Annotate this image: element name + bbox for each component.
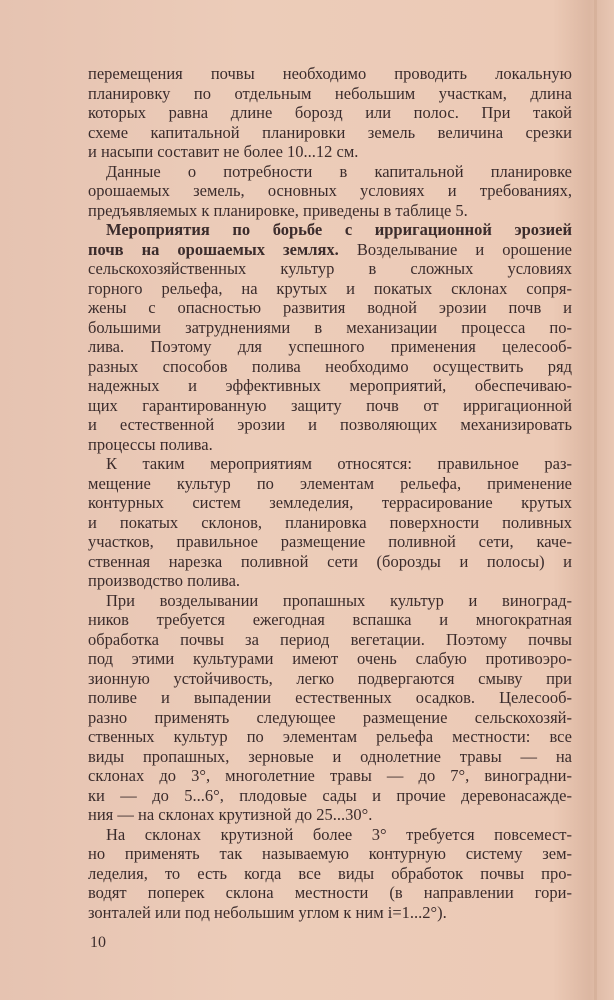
- text-line: орошаемых земель, основных условиях и требованиях,: [88, 181, 572, 200]
- text-line: производство полива.: [88, 571, 241, 590]
- text-line: схеме капитальной планировки земель величина срезки: [88, 122, 572, 142]
- bold-heading-text: почв на орошаемых землях.: [88, 239, 339, 259]
- text-line: разных способов полива необходимо осуществить ряд: [88, 356, 572, 376]
- text-line: [88, 240, 572, 260]
- text-line: Данные о потребности в капитальной планировке: [106, 161, 572, 181]
- text-line: процессы полива.: [88, 434, 213, 454]
- text-line: На склонах крутизной более 3° требуется повсемест-: [106, 824, 572, 844]
- text-line: которых равна длине борозд или полос. При такой: [88, 103, 572, 122]
- text-line: лива. Поэтому для успешного применения целесооб-: [88, 337, 572, 356]
- text-line: жены с опасностью развития водной эрозии почв и: [88, 298, 572, 317]
- text-line: [88, 220, 572, 240]
- text-line: большими затруднениями в механизации процесса по-: [88, 317, 572, 337]
- paragraph: [88, 220, 572, 454]
- text-line: надежных и эффективных мероприятий, обеспечиваю-: [88, 376, 572, 395]
- text-line: леделия, то есть когда все виды обработок почвы про-: [88, 863, 572, 883]
- text-line: ственных культур по элементам рельефа местности: все: [88, 727, 572, 746]
- text-line: под этими культурами имеют очень слабую противоэро-: [88, 649, 572, 668]
- body-text: [88, 64, 572, 922]
- page-number: 10: [90, 934, 106, 951]
- text-line: ния — на склонах крутизной до 25...30°.: [88, 805, 373, 824]
- paragraph: [88, 64, 572, 162]
- text-line: участков, правильное размещение поливной сети, каче-: [88, 532, 572, 551]
- bold-heading-text: Мероприятия по борьбе с ирригационной эрозией: [106, 220, 572, 239]
- text-line: зионную устойчивость, легко подвергаются смыву при: [88, 668, 572, 688]
- text-line: К таким мероприятиям относятся: правильное раз-: [106, 454, 572, 473]
- text-line: разно применять следующее размещение сельскохозяй-: [88, 707, 572, 727]
- paragraph: [88, 162, 572, 221]
- text-line: но применять так называемую контурную систему зем-: [88, 844, 572, 863]
- text-line: сельскохозяйственных культур в сложных условиях: [88, 259, 572, 278]
- text-line: ственная нарезка поливной сети (борозды и полосы) и: [88, 551, 572, 571]
- text-line: и естественной эрозии и позволяющих механизировать: [88, 415, 572, 434]
- text-line: склонах до 3°, многолетние травы — до 7°, виноградни-: [88, 766, 572, 785]
- paragraph: [88, 825, 572, 923]
- text-line: зонталей или под небольшим углом к ним i=1...2°).: [88, 902, 447, 922]
- text-line: перемещения почвы необходимо проводить локальную: [88, 64, 572, 83]
- text-line: виды пропашных, зерновые и однолетние травы — на: [88, 746, 572, 766]
- text-line: обработка почвы за период вегетации. Поэтому почвы: [88, 629, 572, 649]
- page-edge: [594, 0, 597, 1000]
- text-line: ников требуется ежегодная вспашка и многократная: [88, 610, 572, 629]
- text-line: планировку по отдельным небольшим участкам, длина: [88, 83, 572, 103]
- text-line: поливе и выпадении естественных осадков. Целесооб-: [88, 688, 572, 707]
- text-line: ки — до 5...6°, плодовые сады и прочие деревонасажде-: [88, 785, 572, 805]
- paragraph: [88, 591, 572, 825]
- text-segment: Возделывание и орошение: [338, 239, 572, 259]
- text-line: горного рельефа, на крутых и покатых склонах сопря-: [88, 278, 572, 298]
- text-line: При возделывании пропашных культур и виноград-: [106, 590, 572, 610]
- text-line: предъявляемых к планировке, приведены в таблице 5.: [88, 200, 468, 220]
- text-line: водят поперек склона местности (в направлении гори-: [88, 883, 572, 902]
- text-line: щих гарантированную защиту почв от ирригационной: [88, 395, 572, 415]
- text-line: мещение культур по элементам рельефа, применение: [88, 473, 572, 493]
- paragraph: [88, 454, 572, 591]
- text-line: и покатых склонов, планировка поверхности поливных: [88, 512, 572, 532]
- text-line: и насыпи составит не более 10...12 см.: [88, 142, 359, 161]
- text-line: контурных систем земледелия, террасирование крутых: [88, 493, 572, 512]
